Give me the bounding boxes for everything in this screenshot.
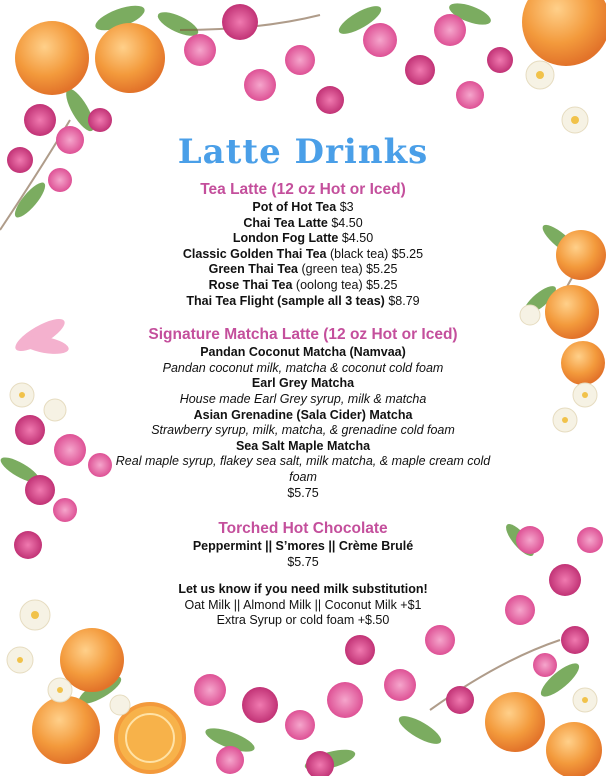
item-name: Green Thai Tea	[208, 262, 298, 277]
item-name: Earl Grey Matcha	[251, 376, 355, 391]
hot-chocolate-section	[110, 519, 496, 570]
item-description: Strawberry syrup, milk, matcha, & grenadine cold foam	[151, 423, 455, 438]
item-name: Classic Golden Thai Tea	[182, 246, 327, 261]
tea-latte-heading: Tea Latte (12 oz Hot or Iced)	[200, 181, 406, 198]
substitution-heading-text: Let us know if you need milk substitution!	[178, 582, 428, 597]
item-price: $5.25	[366, 277, 398, 292]
menu-item	[110, 200, 496, 216]
menu-item	[110, 247, 496, 263]
matcha-price: $5.75	[287, 485, 319, 500]
item-name: Thai Tea Flight (sample all 3 teas)	[186, 293, 385, 308]
item-description: Pandan coconut milk, matcha & coconut cold foam	[162, 360, 444, 375]
extra-options: Extra Syrup or cold foam +$.50	[216, 613, 390, 628]
flavors-text: Peppermint || S’mores || Crème Brulé	[192, 539, 414, 554]
item-note: (green tea)	[301, 262, 363, 277]
menu-title: Latte Drinks	[177, 132, 429, 172]
item-name: Pot of Hot Tea	[252, 200, 337, 214]
menu-content	[110, 128, 496, 629]
menu-item	[110, 278, 496, 294]
matcha-latte-heading: Signature Matcha Latte (12 oz Hot or Iced)	[148, 326, 458, 344]
menu-item	[110, 231, 496, 247]
tea-latte-section	[110, 180, 496, 309]
item-price: $5.25	[391, 246, 424, 261]
menu-item	[110, 439, 496, 455]
chocolate-flavors	[110, 539, 496, 555]
item-price: $4.50	[331, 215, 363, 230]
hot-chocolate-heading: Torched Hot Chocolate	[218, 520, 388, 538]
substitution-section	[110, 582, 496, 629]
item-name: Chai Tea Latte	[243, 215, 328, 230]
milk-options: Oat Milk || Almond Milk || Coconut Milk +$1	[184, 597, 422, 612]
item-note: (oolong tea)	[295, 277, 363, 292]
item-name: Pandan Coconut Matcha (Namvaa)	[200, 345, 406, 360]
menu-item	[110, 376, 496, 392]
item-name: Sea Salt Maple Matcha	[235, 438, 371, 453]
item-note: (black tea)	[329, 246, 389, 261]
matcha-latte-section	[110, 325, 496, 501]
item-name: Rose Thai Tea	[208, 277, 293, 292]
chocolate-price: $5.75	[287, 554, 319, 569]
item-name: London Fog Latte	[232, 231, 339, 246]
item-name: Asian Grenadine (Sala Cider) Matcha	[193, 407, 413, 422]
substitution-heading	[110, 582, 496, 598]
item-price: $8.79	[388, 293, 420, 308]
menu-item	[110, 262, 496, 278]
item-description: Real maple syrup, flakey sea salt, milk matcha, & maple cream cold foam	[115, 454, 491, 484]
menu-item	[110, 408, 496, 424]
item-price: $5.25	[366, 262, 398, 277]
item-description: House made Earl Grey syrup, milk & matcha	[179, 391, 427, 406]
item-price: $3	[339, 200, 354, 214]
item-price: $4.50	[341, 231, 374, 246]
menu-item	[110, 345, 496, 361]
menu-item	[110, 216, 496, 232]
menu-item	[110, 294, 496, 310]
